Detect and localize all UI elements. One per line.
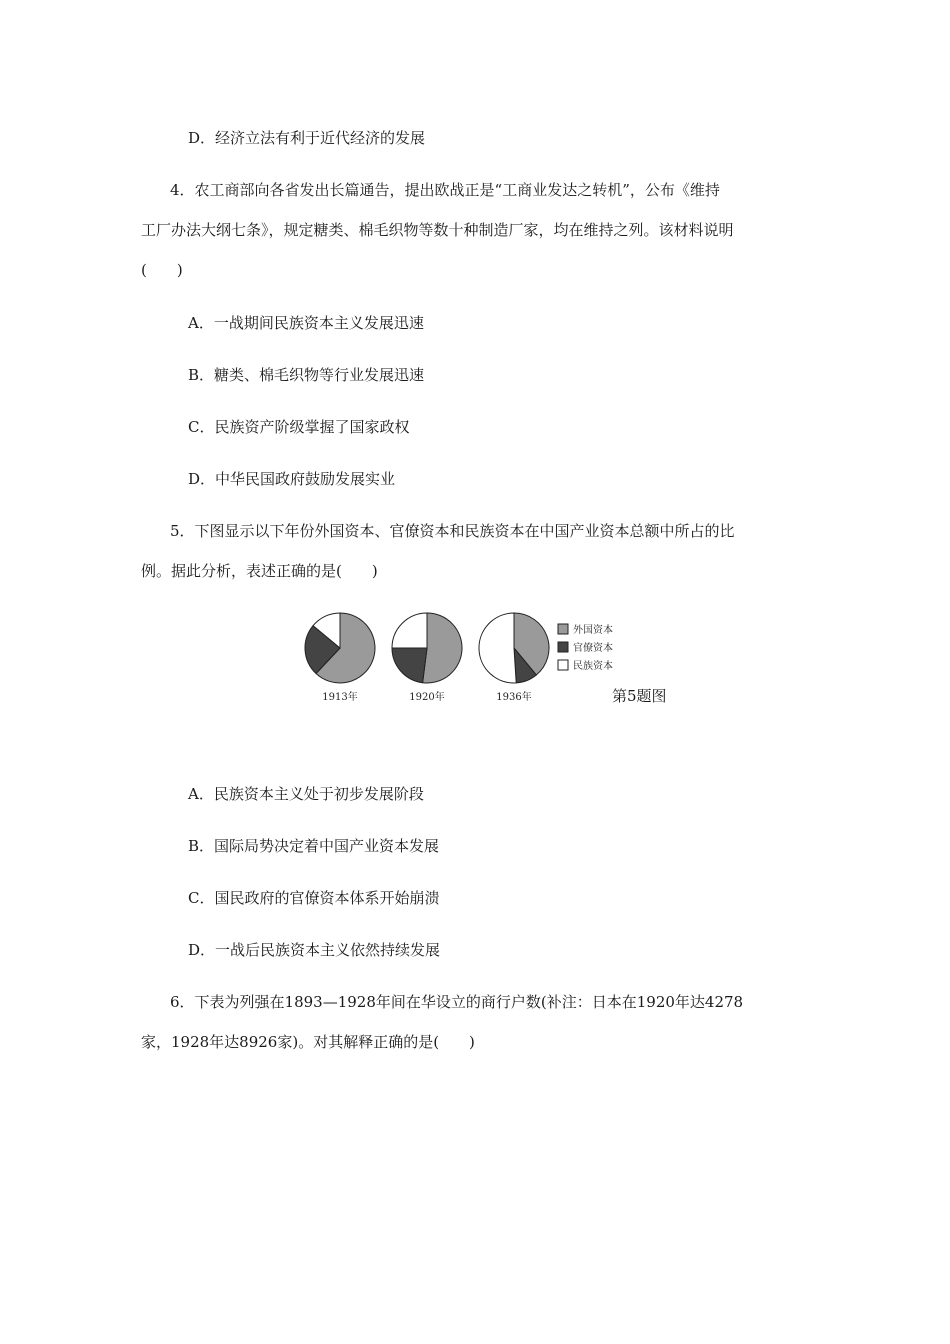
q4-stem-line1: 4．农工商部向各省发出长篇通告，提出欧战正是“工商业发达之转机”，公布《维持	[170, 181, 720, 199]
legend-label: 外国资本	[573, 625, 613, 636]
pie-slice-1936年-民族资本	[479, 613, 516, 683]
legend-label: 民族资本	[573, 661, 613, 672]
q5-option-a: A．民族资本主义处于初步发展阶段	[188, 785, 424, 803]
q4-answer-blank: ( )	[141, 261, 183, 279]
capital-share-pie-charts	[300, 606, 630, 706]
pie-slice-1920年-民族资本	[392, 613, 427, 648]
q4-option-b: B．糖类、棉毛织物等行业发展迅速	[188, 366, 425, 384]
pie-slice-1920年-外国资本	[423, 613, 462, 683]
pie-slice-1920年-官僚资本	[392, 648, 427, 683]
q5-option-d: D．一战后民族资本主义依然持续发展	[188, 941, 441, 959]
legend-swatch	[558, 642, 568, 652]
q4-stem-line2: 工厂办法大纲七条》，规定糖类、棉毛织物等数十种制造厂家，均在维持之列。该材料说明	[141, 221, 734, 239]
q4-option-a: A．一战期间民族资本主义发展迅速	[188, 314, 424, 332]
pie-year-label: 1913年	[322, 692, 358, 703]
q4-option-d: D．中华民国政府鼓励发展实业	[188, 470, 396, 488]
pie-year-label: 1920年	[409, 692, 445, 703]
q4-option-c: C．民族资产阶级掌握了国家政权	[188, 418, 410, 436]
legend-label: 官僚资本	[573, 643, 613, 654]
figure-caption: 第5题图	[612, 687, 667, 705]
q5-option-c: C．国民政府的官僚资本体系开始崩溃	[188, 889, 440, 907]
legend-swatch	[558, 624, 568, 634]
q5-stem-line2: 例。据此分析，表述正确的是( )	[141, 562, 378, 580]
q5-option-b: B．国际局势决定着中国产业资本发展	[188, 837, 440, 855]
q5-stem-line1: 5．下图显示以下年份外国资本、官僚资本和民族资本在中国产业资本总额中所占的比	[170, 522, 735, 540]
q6-stem-line2: 家，1928年达8926家)。对其解释正确的是( )	[141, 1033, 475, 1051]
q6-stem-line1: 6．下表为列强在1893—1928年间在华设立的商行户数(补注：日本在1920年达4278	[170, 993, 744, 1011]
q3-option-d: D．经济立法有利于近代经济的发展	[188, 129, 426, 147]
legend-swatch	[558, 660, 568, 670]
pie-year-label: 1936年	[496, 692, 532, 703]
